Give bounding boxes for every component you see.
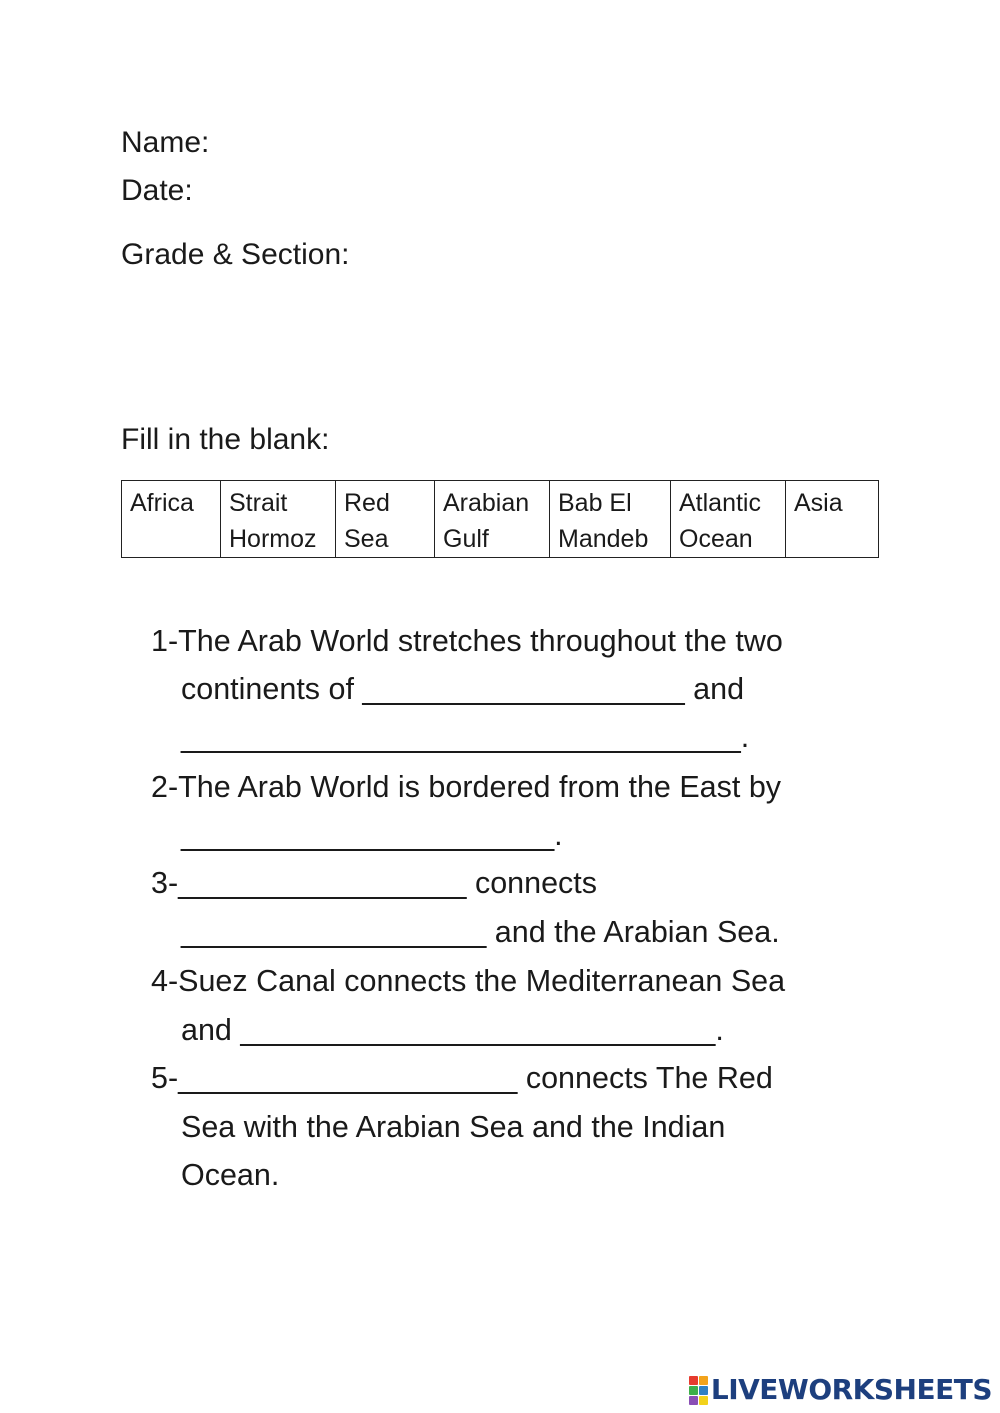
liveworksheets-logo-icon xyxy=(689,1376,708,1405)
word-bank-cell-bab-el-mandeb: Bab El Mandeb xyxy=(550,481,671,558)
word-bank-cell-atlantic-ocean: Atlantic Ocean xyxy=(671,481,786,558)
question-1-line-2: continents of ___________________ and xyxy=(181,672,745,706)
question-4-line-2: and ____________________________. xyxy=(181,1013,724,1047)
liveworksheets-logo-text: LIVEWORKSHEETS xyxy=(710,1373,992,1406)
liveworksheets-logo xyxy=(689,1373,992,1407)
question-5-line-3: Ocean. xyxy=(181,1158,280,1192)
question-4-line-1: 4-Suez Canal connects the Mediterranean Sea xyxy=(151,964,786,998)
word-bank-cell-red-sea: Red Sea xyxy=(336,481,435,558)
question-3-line-2: __________________ and the Arabian Sea. xyxy=(181,915,780,949)
question-2-line-1: 2-The Arab World is bordered from the East by xyxy=(151,770,782,804)
instruction-text: Fill in the blank: xyxy=(121,423,330,456)
word-bank-cell-arabian-gulf: Arabian Gulf xyxy=(435,481,550,558)
question-1-line-1: 1-The Arab World stretches throughout the two xyxy=(151,624,783,658)
word-bank-table xyxy=(121,480,879,558)
question-5-line-2: Sea with the Arabian Sea and the Indian xyxy=(181,1110,726,1144)
word-bank-row xyxy=(122,481,879,558)
grade-section-label: Grade & Section: xyxy=(121,238,350,271)
word-bank-cell-africa: Africa xyxy=(122,481,221,558)
date-label: Date: xyxy=(121,174,193,207)
question-5-line-1: 5-____________________ connects The Red xyxy=(151,1061,773,1095)
word-bank-cell-strait-hormoz: Strait Hormoz xyxy=(221,481,336,558)
question-2-line-2: ______________________. xyxy=(181,818,563,852)
question-1-line-3: _________________________________. xyxy=(181,720,750,754)
name-label: Name: xyxy=(121,126,210,159)
word-bank-cell-asia: Asia xyxy=(786,481,879,558)
question-3-line-1: 3-_________________ connects xyxy=(151,866,598,900)
